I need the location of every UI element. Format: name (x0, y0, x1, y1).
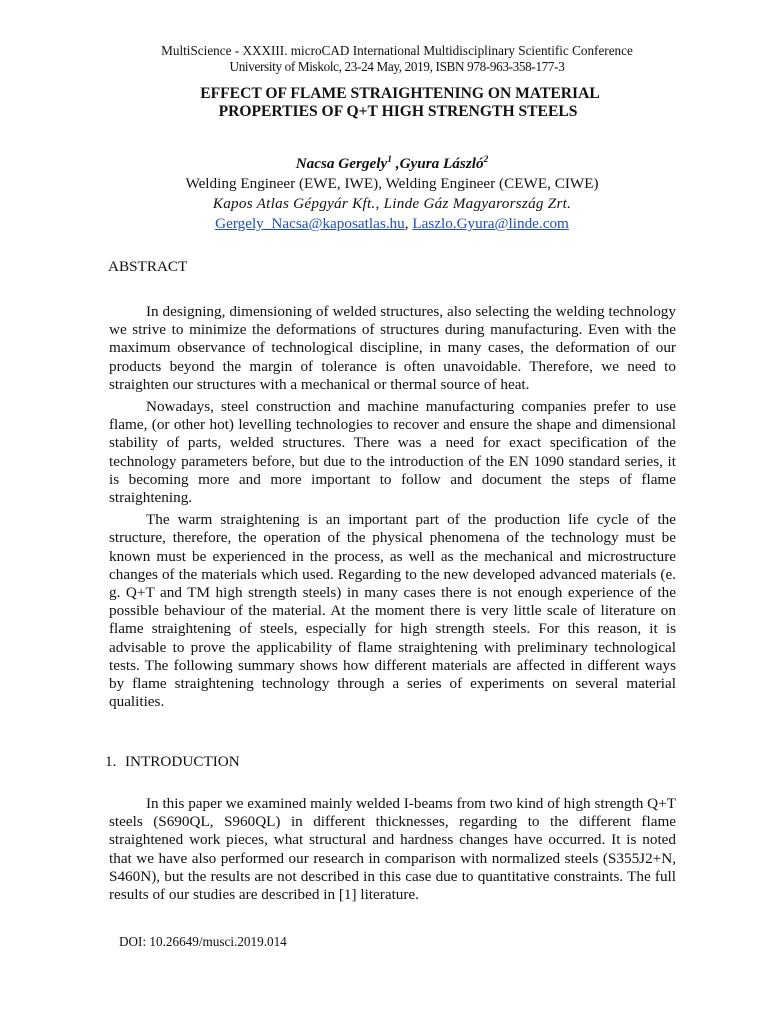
paper-title-line-2: PROPERTIES OF Q+T HIGH STRENGTH STEELS (218, 103, 578, 120)
author-block (0, 150, 768, 234)
abstract-paragraph: In designing, dimensioning of welded structures, also selecting the welding technology we strive to minimize the deformations of structures during manufacturing. Even with the maximum observance of technological discipline, in many cases, the deformation of our products beyond the margin of tolerance is often unavoidable. Therefore, we need to straighten our structures with a mechanical or thermal source of heat. (109, 303, 676, 393)
author-emails (0, 214, 768, 234)
conference-venue: University of Miskolc, 23-24 May, 2019, ISBN 978-963-358-177-3 (229, 58, 565, 74)
abstract-heading: ABSTRACT (108, 258, 188, 275)
email-separator: , (404, 215, 413, 232)
author-affiliations: Kapos Atlas Gépgyár Kft., Linde Gáz Magyarország Zrt. (212, 195, 572, 212)
author-separator: , (391, 155, 400, 172)
introduction-heading (105, 753, 240, 771)
paper-title-line-1: EFFECT OF FLAME STRAIGHTENING ON MATERIAL (200, 85, 600, 102)
abstract-paragraph: Nowadays, steel construction and machine manufacturing companies prefer to use flame, (or other hot) levelling technologies to recover and ensure the shape and dimensional stability of parts, welded structures. There was a need for exact specification of the technology parameters before, but due to the introduction of the EN 1090 standard series, it is becoming more and more important to follow and document the steps of flame straightening. (109, 398, 676, 507)
section-number: 1. (105, 753, 117, 770)
author-names (280, 155, 489, 172)
section-title: INTRODUCTION (125, 753, 240, 770)
email-link-2[interactable]: Laszlo.Gyura@linde.com (412, 215, 569, 232)
conference-header (0, 43, 768, 74)
doi-footer: DOI: 10.26649/musci.2019.014 (119, 934, 287, 949)
author-2-superscript: 2 (483, 155, 489, 165)
author-1-superscript: 1 (387, 155, 392, 165)
paper-title (100, 85, 700, 121)
author-roles: Welding Engineer (EWE, IWE), Welding Engineer (CEWE, CIWE) (185, 175, 599, 192)
introduction-paragraph: In this paper we examined mainly welded I-beams from two kind of high strength Q+T steels (S690QL, S960QL) in different thicknesses, regarding to the different flame straightened work pieces, what structural and hardness changes have occurred. It is noted that we have also performed our research in comparison with normalized steels (S355J2+N, S460N), but the results are not described in this case due to quantitative constraints. The full results of our studies are described in [1] literature. (109, 795, 676, 904)
abstract-body (109, 303, 676, 711)
author-2: Gyura László (399, 155, 484, 172)
author-1: Nacsa Gergely (295, 155, 388, 172)
abstract-paragraph: The warm straightening is an important part of the production life cycle of the structure, therefore, the operation of the physical phenomena of the technology must be known must be experienced in the process, as well as the mechanical and microstructure changes of the materials which used. Regarding to the new developed advanced materials (e. g. Q+T and TM high strength steels) in many cases there is not enough experience of the possible behaviour of the material. At the moment there is very little scale of literature on flame straightening of steels, especially for high strength steels. For this reason, it is advisable to prove the applicability of flame straightening with preliminary technological tests. The following summary shows how different materials are affected in different ways by flame straightening technology through a series of experiments on several material qualities. (109, 511, 676, 711)
introduction-body (109, 795, 676, 904)
email-link-1[interactable]: Gergely_Nacsa@kaposatlas.hu (215, 215, 405, 232)
conference-name: MultiScience - XXXIII. microCAD International Multidisciplinary Scientific Conference (161, 43, 633, 58)
